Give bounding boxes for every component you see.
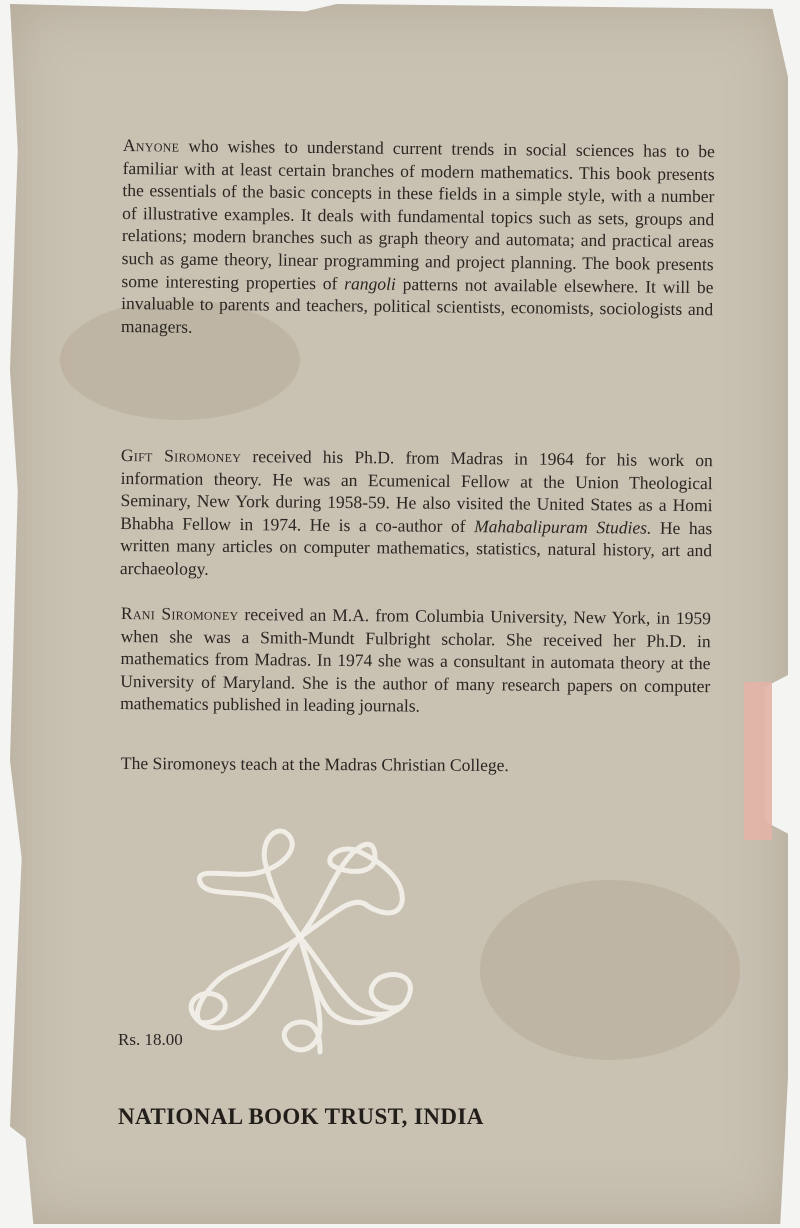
blurb-lead: Anyone [122, 134, 180, 156]
publisher-name: NATIONAL BOOK TRUST, INDIA [118, 1104, 484, 1129]
blurb-italic: rangoli [344, 272, 396, 294]
bio-gift-text-2: He has written many articles on computer mathematics, statistics, natural history, art and archaeology. [119, 517, 713, 579]
torn-edge-strip [744, 682, 772, 840]
closing-line: The Siromoneys teach at the Madras Christian College. [120, 753, 509, 776]
paper-stain [480, 880, 740, 1060]
author-name-gift: Gift Siromoney [120, 444, 242, 467]
author-name-rani: Rani Siromoney [120, 602, 239, 625]
bio-gift-text-1: received his Ph.D. from Madras in 1964 for his work on information theory. He was an Ecumenical Fellow at the Union Theological Seminary, New York during 1958-59. He also visited the United States as a Homi Bhabha Fellow in 1974. He is a co-author of [120, 446, 713, 536]
blurb-text-2: patterns not available elsewhere. It will be invaluable to parents and teachers, political scientists, economists, sociologists and managers. [120, 273, 714, 337]
bio-gift-italic: Mahabalipuram Studies. [474, 515, 652, 538]
blurb-paragraph [121, 134, 715, 344]
bio-gift-paragraph [120, 444, 713, 585]
price-label: Rs. 18.00 [118, 1030, 183, 1049]
bio-rani-paragraph [120, 602, 711, 720]
rangoli-pattern-icon [170, 812, 430, 1062]
bio-rani-text: received an M.A. from Columbia University, New York, in 1959 when she was a Smith-Mundt Fulbright scholar. She received her Ph.D. in mathematics from Madras. In 1974 she was a consultant in automata theory at the University of Maryland. She is the author of many research papers on computer mathematics published in leading journals. [120, 604, 711, 716]
blurb-text-1: who wishes to understand current trends in social sciences has to be familiar with at least certain branches of modern mathematics. This book presents the essentials of the basic concepts in these fields in a simple style, with a number of illustrative examples. It deals with fundamental topics such as sets, groups and relations; modern branches such as graph theory and automata; and practical areas such as game theory, linear programming and project planning. The book presents some interesting properties of [121, 135, 715, 293]
